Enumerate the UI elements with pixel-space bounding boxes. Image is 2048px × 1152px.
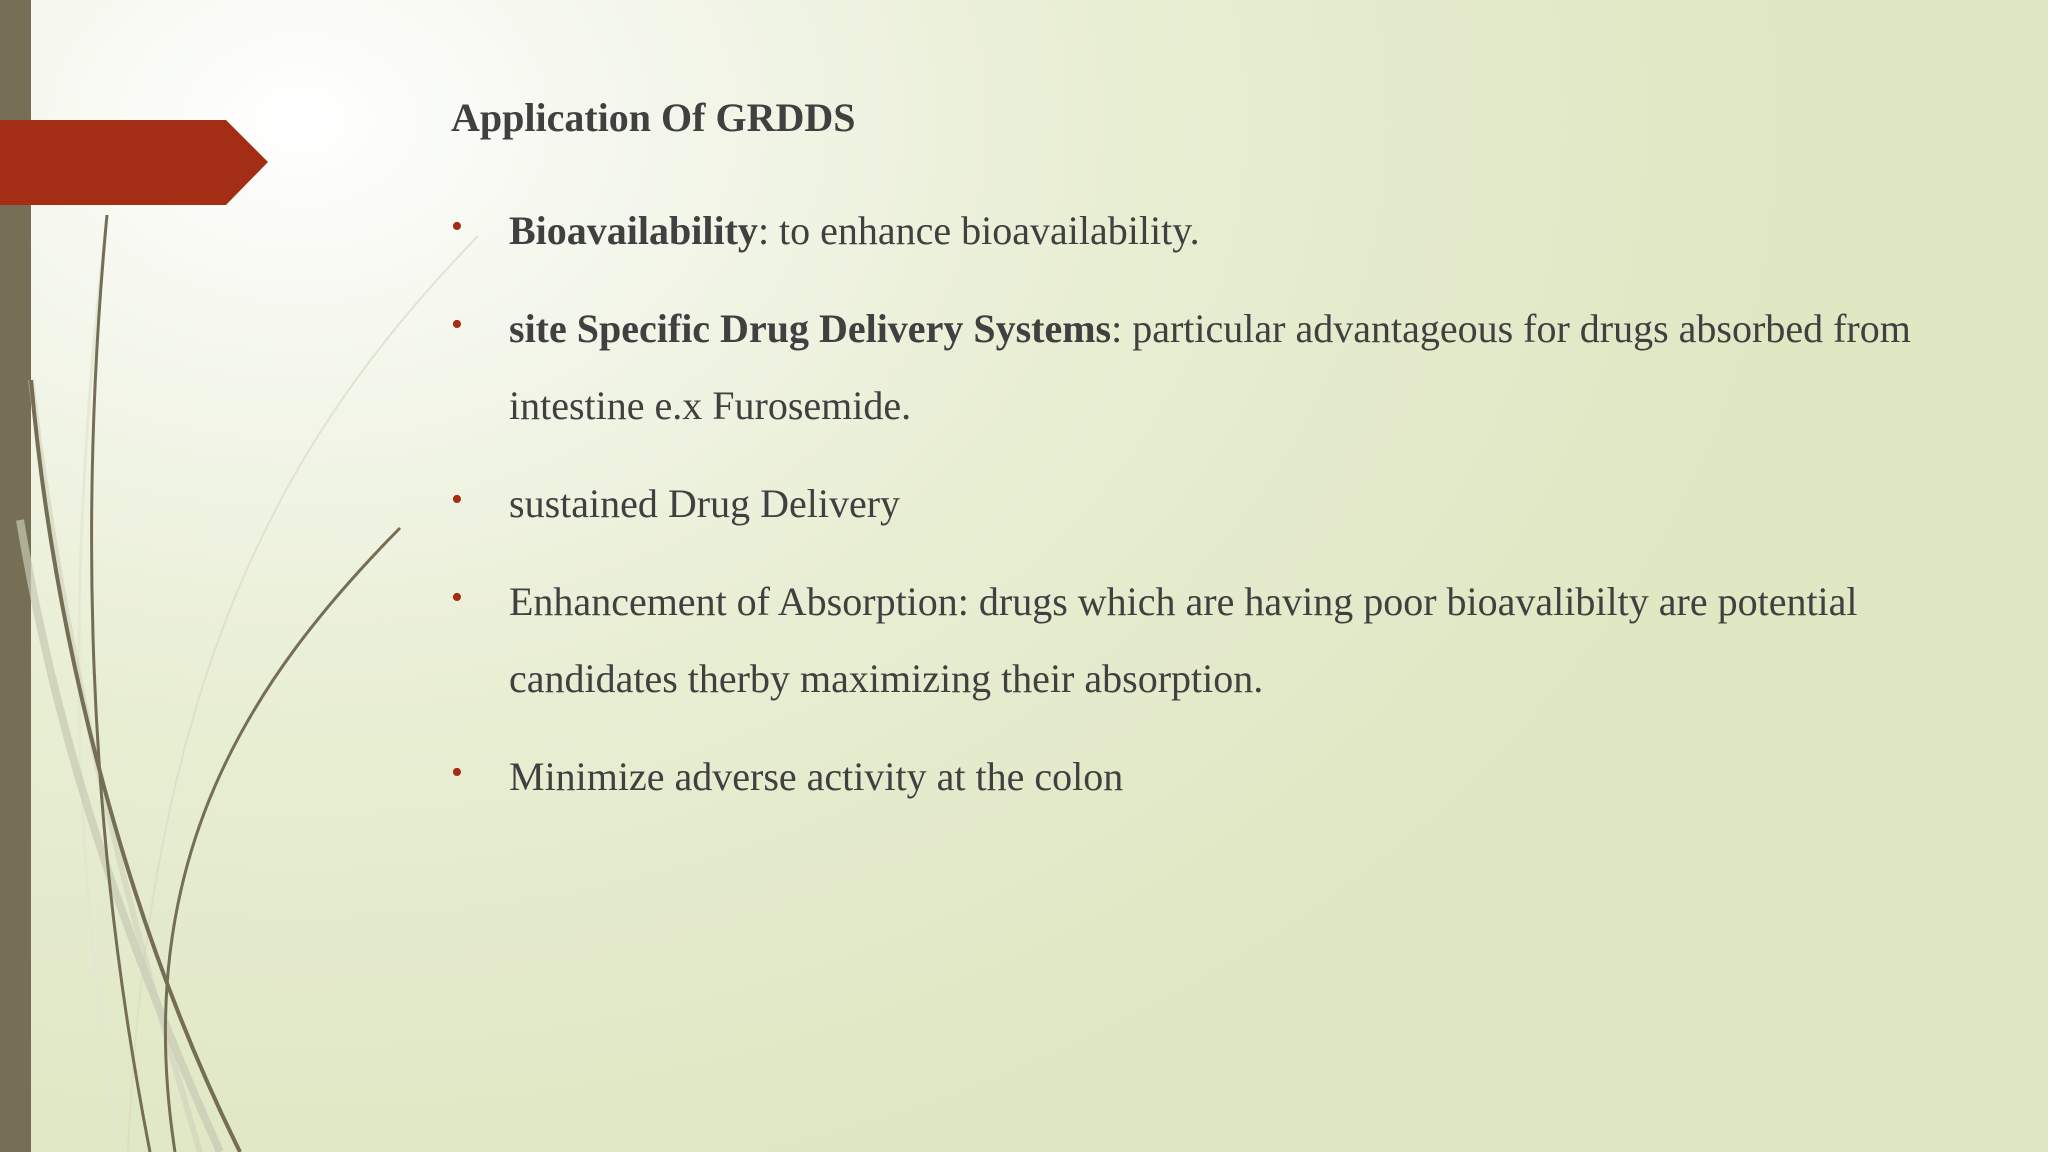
bullet-text: sustained Drug Delivery	[509, 481, 901, 526]
bullet-item-site-specific	[451, 290, 1971, 444]
bullet-text: : particular advantageous for drugs absorbed from intestine e.x Furosemide.	[509, 306, 1911, 428]
bullet-term: site Specific Drug Delivery Systems	[509, 306, 1112, 351]
bullet-text: : to enhance bioavailability.	[757, 208, 1200, 253]
bullet-dot: •	[451, 306, 463, 343]
bullet-item-colon	[451, 738, 1971, 815]
title-arrow-tab	[0, 120, 268, 205]
bullet-item-sustained	[451, 465, 1971, 542]
bullet-dot: •	[451, 208, 463, 245]
bullet-list	[451, 192, 1971, 815]
bullet-dot: •	[451, 754, 463, 791]
bullet-dot: •	[451, 579, 463, 616]
bullet-dot: •	[451, 481, 463, 518]
slide-content	[451, 92, 1971, 836]
bullet-item-absorption	[451, 563, 1971, 717]
bullet-term: Bioavailability	[509, 208, 758, 253]
bullet-text: Enhancement of Absorption: drugs which are having poor bioavalibilty are potential candidates therby maximizing their absorption.	[509, 579, 1858, 701]
bullet-text: Minimize adverse activity at the colon	[509, 754, 1124, 799]
bullet-item-bioavailability	[451, 192, 1971, 269]
slide-title: Application Of GRDDS	[451, 95, 856, 140]
